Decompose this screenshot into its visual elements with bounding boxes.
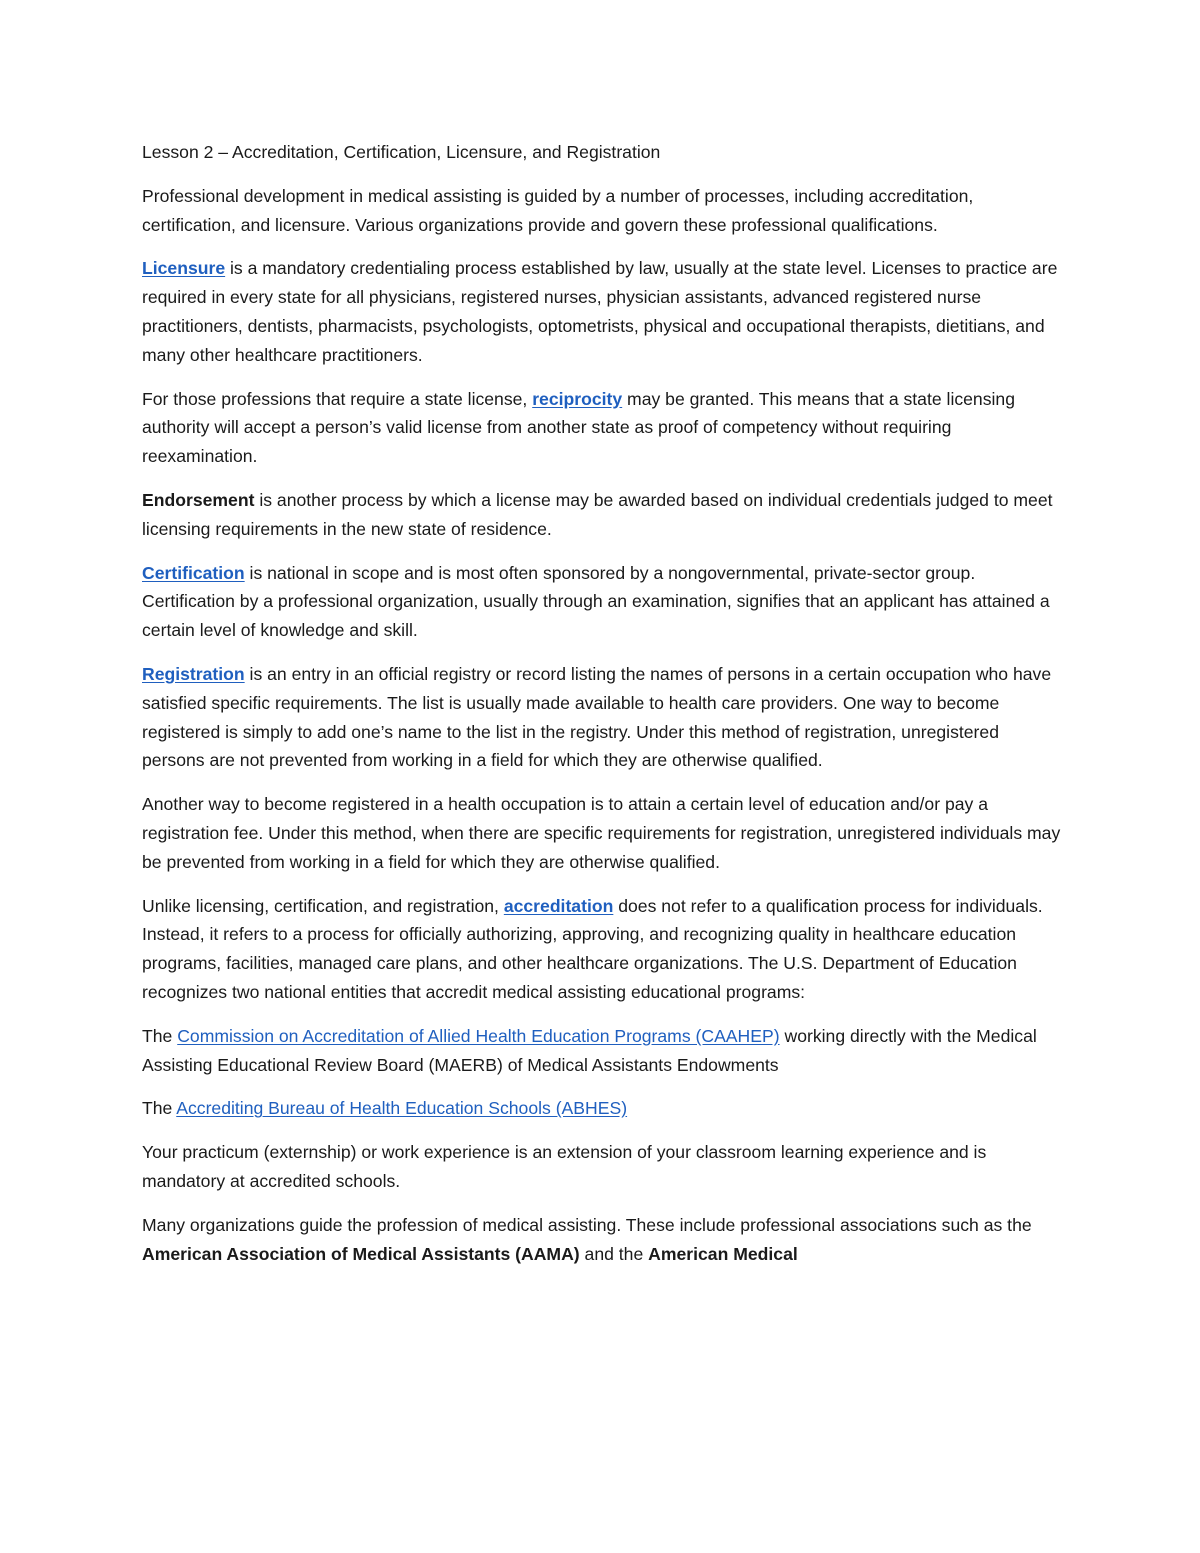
abhes-link[interactable]: Accrediting Bureau of Health Education Schools (ABHES) — [176, 1098, 628, 1119]
another-way-paragraph: Another way to become registered in a health occupation is to attain a certain level of education and/or pay a registration fee. Under this method, when there are specific requirements for registration, unregistered individuals may be prevented from working in a field for which they are otherwise qualified. — [142, 794, 1061, 872]
reciprocity-text-before: For those professions that require a state license, — [142, 388, 533, 409]
certification-text: is national in scope and is most often sponsored by a nongovernmental, private-sector group. Certification by a professional organization, usually through an examination, signifies that an applicant has attained a certain level of knowledge and skill. — [142, 562, 1050, 641]
accreditation-paragraph — [142, 892, 1064, 1007]
reciprocity-paragraph — [142, 385, 1064, 471]
caahep-link[interactable]: Commission on Accreditation of Allied Health Education Programs (CAAHEP) — [177, 1025, 780, 1046]
certification-paragraph — [142, 559, 1064, 645]
reciprocity-link[interactable]: reciprocity — [532, 388, 623, 409]
accreditation-text-after: does not refer to a qualification process for individuals. Instead, it refers to a process for officially authorizing, approving, and recognizing quality in healthcare education programs, facilities, managed care plans, and other healthcare organizations. The U.S. Department of Education recognizes two national entities that accredit medical assisting educational programs: — [142, 895, 1043, 1002]
caahep-paragraph — [142, 1022, 1064, 1080]
endorsement-term: Endorsement — [142, 489, 255, 510]
registration-paragraph — [142, 660, 1064, 775]
american-medical-name: American Medical — [648, 1243, 798, 1264]
abhes-paragraph — [142, 1094, 1064, 1123]
practicum-paragraph: Your practicum (externship) or work experience is an extension of your classroom learning experience and is mandatory at accredited schools. — [142, 1142, 987, 1191]
accreditation-text-before: Unlike licensing, certification, and registration, — [142, 895, 504, 916]
organizations-text-middle: and the — [579, 1243, 649, 1264]
accreditation-link[interactable]: accreditation — [503, 895, 614, 916]
lesson-title: Lesson 2 – Accreditation, Certification, Licensure, and Registration — [142, 142, 661, 162]
licensure-text: is a mandatory credentialing process established by law, usually at the state level. Licenses to practice are required in every state for all physicians, registered nurses, physician assistants, advanced registered nurse practitioners, dentists, pharmacists, psychologists, optometrists, physical and occupational therapists, dietitians, and many other healthcare practitioners. — [142, 258, 1058, 365]
licensure-link[interactable]: Licensure — [142, 258, 226, 279]
endorsement-text: is another process by which a license may be awarded based on individual credentials judged to meet licensing requirements in the new state of residence. — [142, 489, 1053, 539]
organizations-paragraph — [142, 1211, 1064, 1269]
caahep-text-before: The — [142, 1025, 178, 1046]
document-page — [142, 138, 1064, 1283]
endorsement-paragraph — [142, 486, 1064, 544]
intro-paragraph: Professional development in medical assisting is guided by a number of processes, including accreditation, certification, and licensure. Various organizations provide and govern these professional qualifications. — [142, 185, 974, 235]
reciprocity-text-after: may be granted. This means that a state licensing authority will accept a person’s valid license from another state as proof of competency without requiring reexamination. — [142, 388, 1015, 467]
aama-name: American Association of Medical Assistants (AAMA) — [142, 1243, 580, 1264]
registration-link[interactable]: Registration — [142, 663, 245, 684]
abhes-text-before: The — [142, 1098, 177, 1119]
licensure-paragraph — [142, 254, 1064, 369]
organizations-text-before: Many organizations guide the profession of medical assisting. These include professional associations such as the — [142, 1214, 1032, 1235]
caahep-text-after: working directly with the Medical Assisting Educational Review Board (MAERB) of Medical Assistants Endowments — [142, 1025, 1037, 1075]
certification-link[interactable]: Certification — [142, 562, 245, 583]
registration-text: is an entry in an official registry or record listing the names of persons in a certain occupation who have satisfied specific requirements. The list is usually made available to health care providers. One way to become registered is simply to add one’s name to the list in the registry. Under this method of registration, unregistered persons are not prevented from working in a field for which they are otherwise qualified. — [142, 663, 1052, 771]
